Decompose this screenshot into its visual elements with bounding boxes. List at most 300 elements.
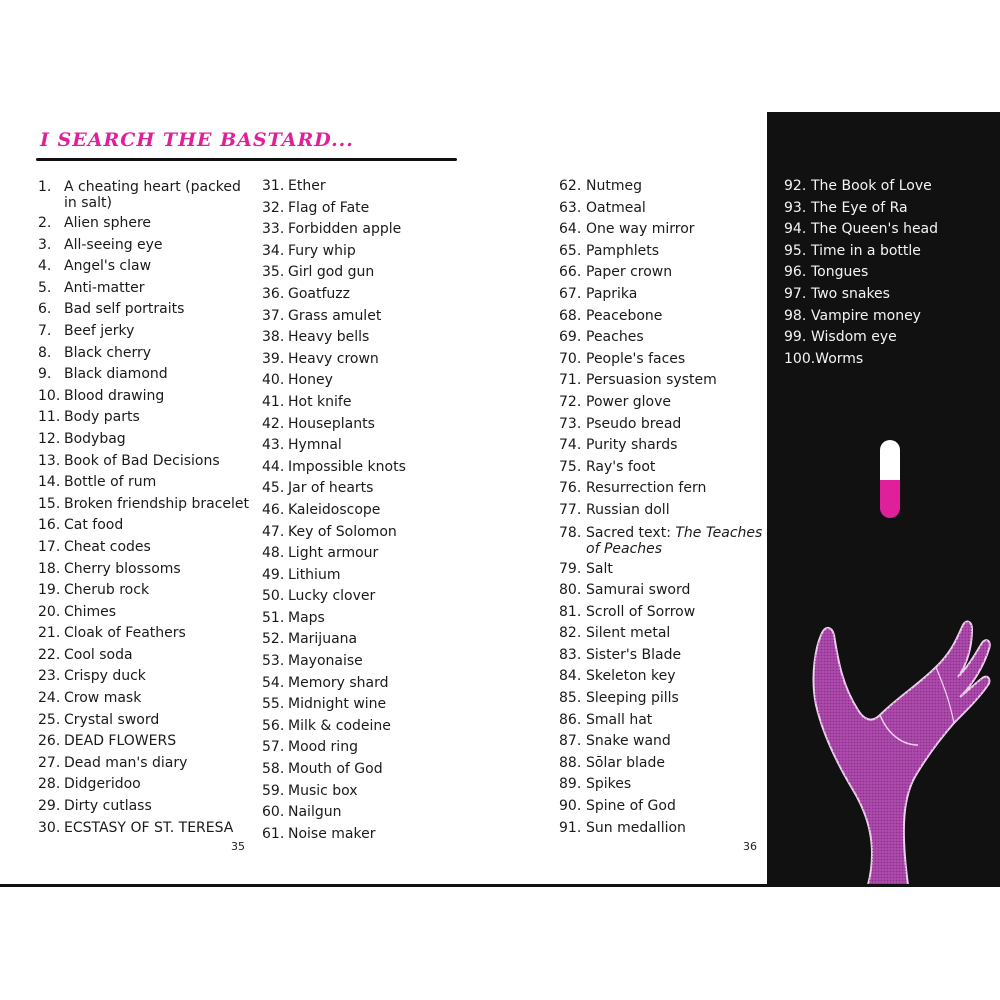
- item-text: Pseudo bread: [586, 415, 682, 432]
- list-item: [559, 176, 764, 198]
- list-item: [559, 262, 764, 284]
- list-item: [559, 414, 764, 436]
- list-item: [262, 565, 502, 587]
- item-number: 98.: [784, 307, 807, 324]
- item-number: 23.: [38, 668, 61, 685]
- item-text: Kaleidoscope: [288, 501, 381, 518]
- item-text: One way mirror: [586, 221, 695, 238]
- item-text: DEAD FLOWERS: [64, 733, 177, 750]
- item-text: Marijuana: [288, 631, 358, 648]
- list-item: [38, 343, 250, 365]
- item-number: 100.: [784, 350, 816, 367]
- list-item: [784, 284, 994, 306]
- list-item: [38, 515, 250, 537]
- item-number: 90.: [559, 798, 582, 815]
- list-item: [38, 278, 250, 300]
- item-number: 69.: [559, 329, 582, 346]
- list-item: [784, 349, 994, 371]
- list-item: [262, 435, 502, 457]
- item-text: Ray's foot: [586, 458, 656, 475]
- list-item: [262, 651, 502, 673]
- item-text: ECSTASY OF ST. TERESA: [64, 819, 234, 836]
- list-item: [38, 602, 250, 624]
- list-item: [559, 559, 764, 581]
- item-number: 11.: [38, 409, 61, 426]
- item-text: All-seeing eye: [64, 236, 163, 253]
- item-number: 20.: [38, 603, 61, 620]
- page-number-left: 35: [231, 840, 245, 853]
- item-text: Flag of Fate: [288, 199, 370, 216]
- list-item: [262, 759, 502, 781]
- list-item: [262, 262, 502, 284]
- list-item: [262, 608, 502, 630]
- list-item: [559, 731, 764, 753]
- item-text: Music box: [288, 782, 358, 799]
- item-number: 55.: [262, 696, 285, 713]
- list-item: [38, 580, 250, 602]
- item-text: Grass amulet: [288, 307, 382, 324]
- list-column-4: [784, 176, 994, 370]
- list-item: [38, 623, 250, 645]
- item-number: 96.: [784, 264, 807, 281]
- item-text: Crispy duck: [64, 668, 146, 685]
- item-text: Crow mask: [64, 690, 142, 707]
- item-text: Scroll of Sorrow: [586, 603, 696, 620]
- item-number: 68.: [559, 307, 582, 324]
- item-text: Maps: [288, 609, 325, 626]
- item-number: 40.: [262, 372, 285, 389]
- item-text: Cherub rock: [64, 582, 150, 599]
- item-text: Sun medallion: [586, 819, 686, 836]
- item-text: Sister's Blade: [586, 646, 682, 663]
- item-number: 16.: [38, 517, 61, 534]
- item-number: 81.: [559, 603, 582, 620]
- item-text: Power glove: [586, 393, 672, 410]
- list-item: [38, 407, 250, 429]
- item-text: Lithium: [288, 566, 341, 583]
- list-item: [262, 629, 502, 651]
- item-number: 65.: [559, 242, 582, 259]
- list-item: [784, 262, 994, 284]
- item-text: Snake wand: [586, 733, 671, 750]
- list-item: [559, 710, 764, 732]
- list-item: [784, 241, 994, 263]
- item-text: Bottle of rum: [64, 474, 157, 491]
- item-text: Sōlar blade: [586, 754, 665, 771]
- list-item: [784, 176, 994, 198]
- item-number: 46.: [262, 501, 285, 518]
- pill-icon: [880, 440, 900, 518]
- item-number: 91.: [559, 819, 582, 836]
- item-number: 17.: [38, 538, 61, 555]
- item-number: 47.: [262, 523, 285, 540]
- item-text: Chimes: [64, 603, 117, 620]
- list-item: [38, 256, 250, 278]
- list-item: [784, 198, 994, 220]
- list-item: [559, 349, 764, 371]
- list-item: [559, 796, 764, 818]
- item-number: 78.: [559, 524, 582, 541]
- item-text: Black diamond: [64, 366, 168, 383]
- item-number: 71.: [559, 372, 582, 389]
- item-number: 48.: [262, 545, 285, 562]
- item-text: Key of Solomon: [288, 523, 397, 540]
- item-text: Broken friendship bracelet: [64, 495, 250, 512]
- list-column-2: [262, 176, 502, 845]
- item-text: Bad self portraits: [64, 301, 185, 318]
- item-text: Two snakes: [811, 285, 890, 302]
- item-number: 63.: [559, 199, 582, 216]
- item-text: Hot knife: [288, 393, 352, 410]
- list-item: [262, 176, 502, 198]
- item-number: 27.: [38, 754, 61, 771]
- list-item: [262, 673, 502, 695]
- item-text: Silent metal: [586, 625, 671, 642]
- item-number: 59.: [262, 782, 285, 799]
- item-number: 34.: [262, 242, 285, 259]
- item-text: Paprika: [586, 285, 638, 302]
- list-item: [559, 688, 764, 710]
- list-item: [38, 731, 250, 753]
- item-text: Worms: [815, 350, 864, 367]
- item-text: Dead man's diary: [64, 754, 188, 771]
- item-number: 30.: [38, 819, 61, 836]
- item-number: 29.: [38, 798, 61, 815]
- item-number: 57.: [262, 739, 285, 756]
- item-text: Fury whip: [288, 242, 356, 259]
- item-number: 39.: [262, 350, 285, 367]
- list-item: [559, 580, 764, 602]
- list-column-3: [559, 176, 764, 839]
- item-number: 3.: [38, 236, 52, 253]
- item-number: 62.: [559, 178, 582, 194]
- list-item: [784, 327, 994, 349]
- item-text: Vampire money: [811, 307, 921, 324]
- item-number: 32.: [262, 199, 285, 216]
- item-text: Ether: [288, 178, 326, 194]
- item-number: 88.: [559, 754, 582, 771]
- item-number: 92.: [784, 178, 807, 194]
- list-item: [262, 306, 502, 328]
- item-text: Cool soda: [64, 646, 133, 663]
- item-text: The Book of Love: [811, 178, 932, 194]
- item-number: 6.: [38, 301, 52, 318]
- list-item: [262, 370, 502, 392]
- item-text: Heavy crown: [288, 350, 379, 367]
- item-text: Black cherry: [64, 344, 152, 361]
- list-item: [38, 753, 250, 775]
- list-item: [262, 241, 502, 263]
- item-text: Mayonaise: [288, 653, 363, 670]
- item-number: 73.: [559, 415, 582, 432]
- item-number: 82.: [559, 625, 582, 642]
- list-item: [559, 602, 764, 624]
- item-number: 77.: [559, 501, 582, 518]
- list-item: [38, 645, 250, 667]
- item-number: 52.: [262, 631, 285, 648]
- item-number: 37.: [262, 307, 285, 324]
- list-item: [559, 306, 764, 328]
- item-number: 1.: [38, 179, 52, 195]
- list-item: [262, 457, 502, 479]
- list-item: [559, 753, 764, 775]
- item-number: 9.: [38, 366, 52, 383]
- list-item: [38, 299, 250, 321]
- item-text: Didgeridoo: [64, 776, 141, 793]
- list-item: [559, 241, 764, 263]
- item-number: 75.: [559, 458, 582, 475]
- item-text: Body parts: [64, 409, 140, 426]
- item-text: The Eye of Ra: [811, 199, 908, 216]
- item-text: Cloak of Feathers: [64, 625, 186, 642]
- item-number: 99.: [784, 329, 807, 346]
- list-item: [262, 392, 502, 414]
- item-text: Impossible knots: [288, 458, 406, 475]
- list-item: [262, 349, 502, 371]
- item-text: Peacebone: [586, 307, 663, 324]
- list-item: [262, 327, 502, 349]
- list-item: [38, 818, 250, 840]
- list-item: [38, 666, 250, 688]
- item-text: Samurai sword: [586, 582, 691, 599]
- item-number: 86.: [559, 711, 582, 728]
- list-item: [262, 478, 502, 500]
- list-item: [784, 306, 994, 328]
- item-number: 70.: [559, 350, 582, 367]
- item-number: 43.: [262, 437, 285, 454]
- item-text: Angel's claw: [64, 258, 152, 275]
- list-item: [262, 543, 502, 565]
- bottom-rule: [0, 884, 1000, 887]
- item-number: 10.: [38, 387, 61, 404]
- item-number: 84.: [559, 668, 582, 685]
- list-item: [38, 321, 250, 343]
- item-text: Sleeping pills: [586, 690, 679, 707]
- list-item: [559, 818, 764, 840]
- item-number: 97.: [784, 285, 807, 302]
- item-text: Cheat codes: [64, 538, 151, 555]
- list-item: [262, 802, 502, 824]
- list-item: [262, 824, 502, 846]
- list-item: [262, 737, 502, 759]
- item-text: Honey: [288, 372, 333, 389]
- list-item: [38, 179, 250, 211]
- item-number: 54.: [262, 674, 285, 691]
- list-item: [559, 327, 764, 349]
- item-text: Spine of God: [586, 798, 676, 815]
- item-text: Mood ring: [288, 739, 358, 756]
- item-number: 66.: [559, 264, 582, 281]
- list-item: [38, 429, 250, 451]
- item-text: Paper crown: [586, 264, 673, 281]
- list-item: [262, 586, 502, 608]
- item-number: 15.: [38, 495, 61, 512]
- list-item: [559, 219, 764, 241]
- list-item: [38, 710, 250, 732]
- item-text: Noise maker: [288, 825, 376, 842]
- item-number: 19.: [38, 582, 61, 599]
- item-text: Small hat: [586, 711, 653, 728]
- item-text: Cat food: [64, 517, 124, 534]
- item-text: Mouth of God: [288, 761, 383, 778]
- item-number: 33.: [262, 221, 285, 238]
- item-number: 83.: [559, 646, 582, 663]
- item-text: Light armour: [288, 545, 379, 562]
- item-number: 26.: [38, 733, 61, 750]
- item-number: 45.: [262, 480, 285, 497]
- list-item: [559, 284, 764, 306]
- item-text: Alien sphere: [64, 215, 152, 231]
- item-text: Persuasion system: [586, 372, 717, 389]
- item-text: Hymnal: [288, 437, 342, 454]
- list-item: [559, 666, 764, 688]
- list-item: [262, 500, 502, 522]
- item-text-plain: Sacred text:: [586, 524, 676, 541]
- item-number: 58.: [262, 761, 285, 778]
- item-text: Crystal sword: [64, 711, 160, 728]
- list-item: [38, 537, 250, 559]
- list-item: [559, 623, 764, 645]
- item-text: Purity shards: [586, 437, 678, 454]
- item-number: 8.: [38, 344, 52, 361]
- list-item: [38, 688, 250, 710]
- item-text: Skeleton key: [586, 668, 676, 685]
- item-number: 64.: [559, 221, 582, 238]
- item-text: Anti-matter: [64, 279, 145, 296]
- list-item: [559, 500, 764, 522]
- item-text: Girl god gun: [288, 264, 375, 281]
- item-number: 67.: [559, 285, 582, 302]
- list-item: [262, 414, 502, 436]
- item-text: Nutmeg: [586, 178, 642, 194]
- hand-illustration: [808, 615, 993, 885]
- item-text: Memory shard: [288, 674, 389, 691]
- item-text: Milk & codeine: [288, 717, 391, 734]
- list-item: [262, 522, 502, 544]
- item-text: A cheating heart (packed in salt): [64, 179, 241, 211]
- list-item: [262, 198, 502, 220]
- list-item: [38, 235, 250, 257]
- item-number: 35.: [262, 264, 285, 281]
- item-number: 61.: [262, 825, 285, 842]
- item-text: Lucky clover: [288, 588, 376, 605]
- item-number: 24.: [38, 690, 61, 707]
- list-item: [38, 774, 250, 796]
- list-item: [559, 774, 764, 796]
- item-number: 42.: [262, 415, 285, 432]
- item-number: 50.: [262, 588, 285, 605]
- item-number: 7.: [38, 322, 52, 339]
- item-number: 5.: [38, 279, 52, 296]
- item-text: Blood drawing: [64, 387, 165, 404]
- item-number: 85.: [559, 690, 582, 707]
- list-item: [559, 525, 764, 557]
- item-number: 93.: [784, 199, 807, 216]
- item-number: 60.: [262, 804, 285, 821]
- item-text: Oatmeal: [586, 199, 646, 216]
- item-text: The Queen's head: [811, 221, 939, 238]
- item-number: 38.: [262, 329, 285, 346]
- item-text: Resurrection fern: [586, 480, 707, 497]
- item-number: 95.: [784, 242, 807, 259]
- item-number: 53.: [262, 653, 285, 670]
- item-text: Wisdom eye: [811, 329, 897, 346]
- item-number: 74.: [559, 437, 582, 454]
- item-number: 18.: [38, 560, 61, 577]
- item-text: Spikes: [586, 776, 632, 793]
- list-column-1: [38, 176, 250, 839]
- list-item: [784, 219, 994, 241]
- list-item: [559, 198, 764, 220]
- item-number: 79.: [559, 560, 582, 577]
- item-text: Houseplants: [288, 415, 375, 432]
- list-item: [38, 213, 250, 235]
- list-item: [38, 472, 250, 494]
- item-number: 80.: [559, 582, 582, 599]
- list-item: [559, 478, 764, 500]
- item-text: Dirty cutlass: [64, 798, 152, 815]
- item-text-italic: The Teaches of Peaches: [586, 524, 763, 557]
- list-item: [559, 645, 764, 667]
- item-text: Beef jerky: [64, 322, 135, 339]
- item-number: 87.: [559, 733, 582, 750]
- item-number: 31.: [262, 178, 285, 194]
- item-text: Nailgun: [288, 804, 342, 821]
- list-item: [559, 435, 764, 457]
- item-text: Jar of hearts: [288, 480, 374, 497]
- list-item: [38, 386, 250, 408]
- item-number: 13.: [38, 452, 61, 469]
- section-heading: I SEARCH THE BASTARD...: [40, 129, 354, 151]
- item-number: 2.: [38, 215, 52, 231]
- item-text: Tongues: [811, 264, 869, 281]
- item-number: 14.: [38, 474, 61, 491]
- item-number: 41.: [262, 393, 285, 410]
- list-item: [38, 494, 250, 516]
- item-number: 4.: [38, 258, 52, 275]
- item-text: Cherry blossoms: [64, 560, 181, 577]
- item-number: 94.: [784, 221, 807, 238]
- item-text: [586, 525, 764, 557]
- list-item: [38, 796, 250, 818]
- item-number: 21.: [38, 625, 61, 642]
- item-text: Time in a bottle: [811, 242, 921, 259]
- list-item: [262, 694, 502, 716]
- item-text: People's faces: [586, 350, 686, 367]
- item-text: Forbidden apple: [288, 221, 402, 238]
- list-item: [38, 364, 250, 386]
- list-item: [559, 457, 764, 479]
- item-number: 25.: [38, 711, 61, 728]
- heading-rule: [36, 158, 457, 161]
- item-text: Book of Bad Decisions: [64, 452, 220, 469]
- list-item: [262, 284, 502, 306]
- list-item: [262, 716, 502, 738]
- item-number: 22.: [38, 646, 61, 663]
- list-item: [38, 451, 250, 473]
- item-number: 12.: [38, 430, 61, 447]
- item-text: Russian doll: [586, 501, 670, 518]
- list-item: [262, 781, 502, 803]
- item-number: 56.: [262, 717, 285, 734]
- item-text: Goatfuzz: [288, 285, 350, 302]
- list-item: [38, 559, 250, 581]
- item-number: 51.: [262, 609, 285, 626]
- item-text: Midnight wine: [288, 696, 387, 713]
- item-text: Heavy bells: [288, 329, 370, 346]
- item-text: Peaches: [586, 329, 644, 346]
- item-number: 76.: [559, 480, 582, 497]
